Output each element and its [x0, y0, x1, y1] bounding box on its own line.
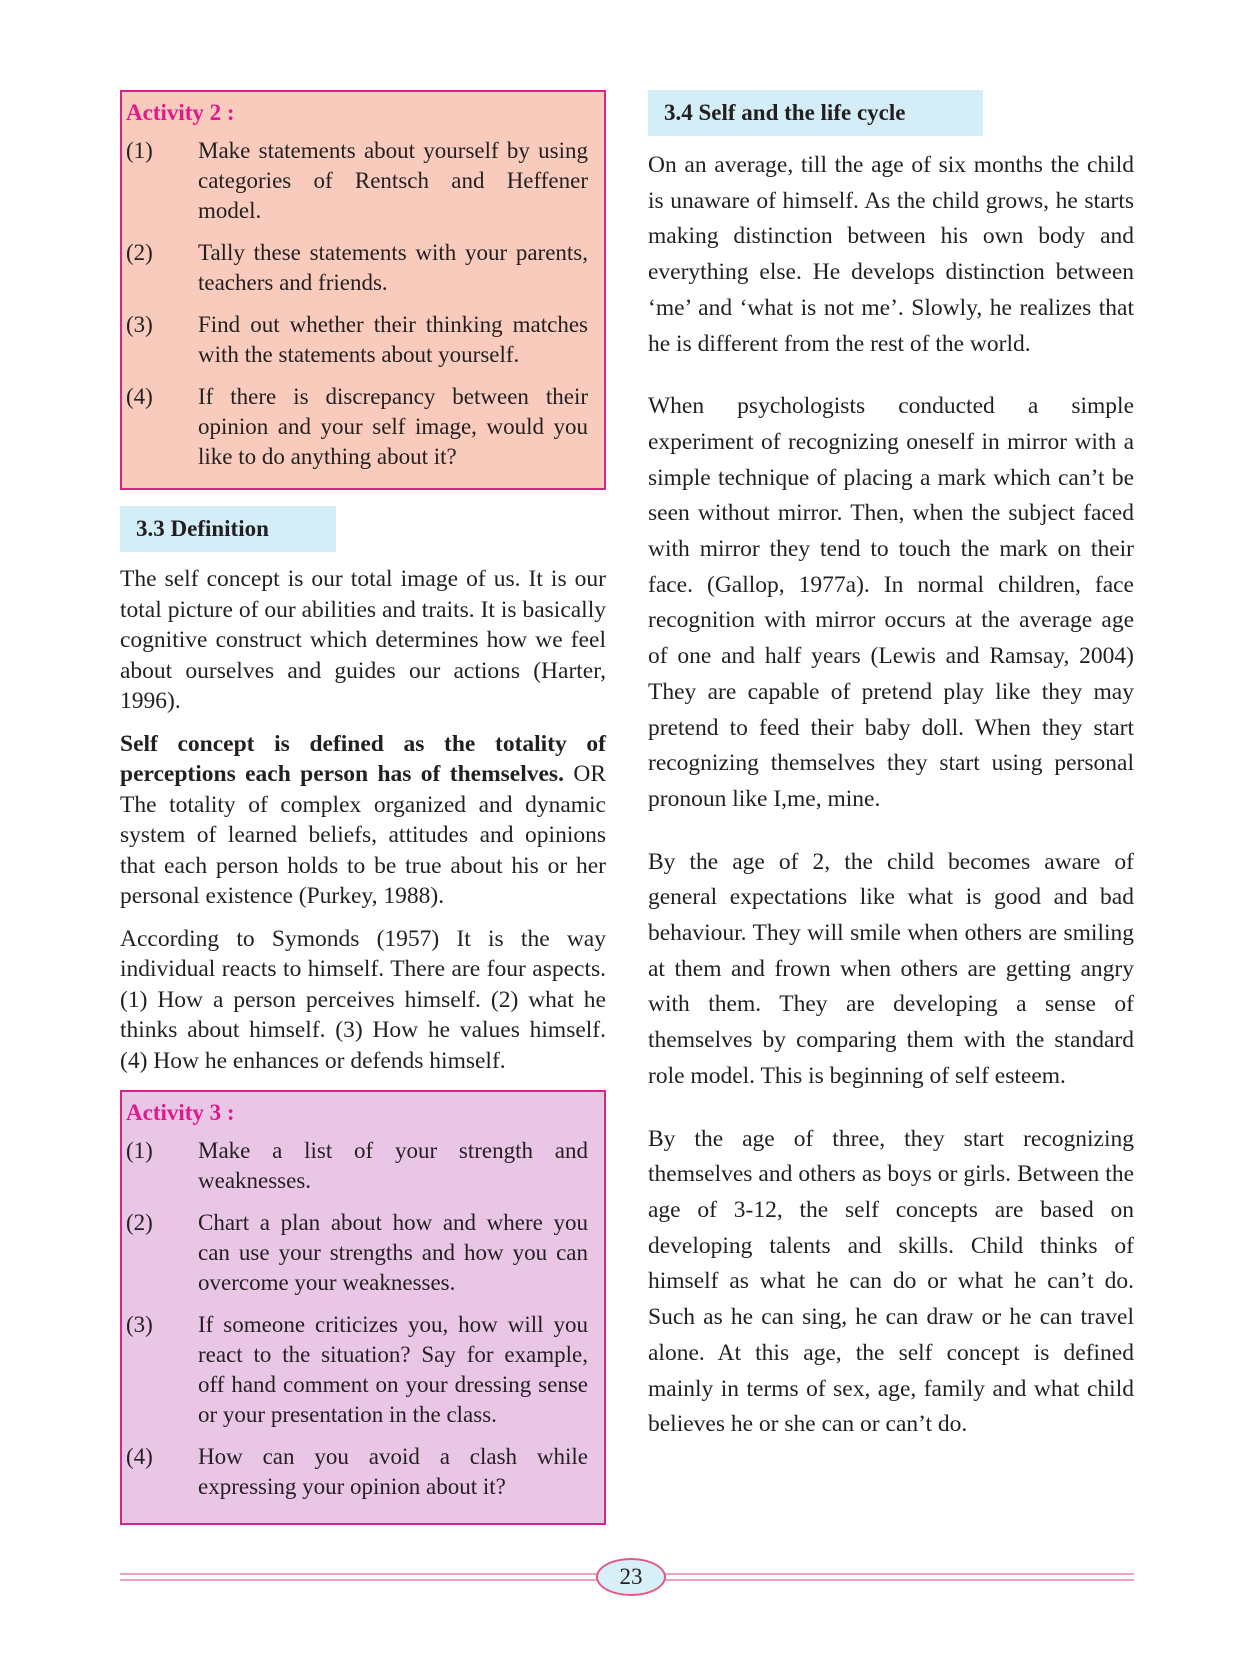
item-text: If there is discrepancy between their opinion and your self image, would you like to do anything about it? [198, 384, 588, 469]
page-number: 23 [596, 1558, 666, 1596]
definition-paragraph-2 [120, 729, 606, 912]
item-text: Find out whether their thinking matches with the statements about yourself. [198, 312, 588, 367]
item-text: Tally these statements with your parents, teachers and friends. [198, 240, 588, 295]
activity-2-box [120, 90, 606, 490]
left-column [120, 90, 606, 1525]
section-heading-definition: 3.3 Definition [120, 506, 336, 552]
activity-item [126, 382, 588, 472]
definition-rest-text: OR The totality of complex organized and dynamic system of learned beliefs, attitudes and opinions that each person holds to be true about his or her personal existence (Purkey, 1988). [120, 761, 606, 909]
activity-item [126, 1208, 588, 1298]
item-number: (4) [126, 1444, 153, 1469]
definition-bold-text: Self concept is defined as the totality of perceptions each person has of themselves. [120, 730, 606, 787]
life-cycle-paragraph-2: When psychologists conducted a simple experiment of recognizing oneself in mirror with a simple technique of placing a mark which can’t be seen without mirror. Then, when the subject faced with mirror they tend to touch the mark on their face. (Gallop, 1977a). In normal children, face recognition with mirror occurs at the average age of one and half years (Lewis and Ramsay, 2004) They are capable of pretend play like they may pretend to feed their baby doll. When they start recognizing themselves they start using personal pronoun like I,me, mine. [648, 393, 1134, 812]
item-number: (2) [126, 1210, 153, 1235]
life-cycle-paragraph-3: By the age of 2, the child becomes aware of general expectations like what is good and bad behaviour. They will smile when others are smiling at them and frown when others are getting angry with them. They are developing a sense of themselves by comparing them with the standard role model. This is beginning of self esteem. [648, 848, 1134, 1089]
item-number: (3) [126, 1312, 153, 1337]
item-text: How can you avoid a clash while expressing your opinion about it? [198, 1444, 588, 1499]
activity-item [126, 310, 588, 370]
definition-paragraph-1: The self concept is our total image of us. It is our total picture of our abilities and traits. It is basically cognitive construct which determines how we feel about ourselves and guides our actions (Harter, 1996). [120, 566, 606, 714]
right-column [648, 90, 1134, 1443]
item-text: Make a list of your strength and weaknesses. [198, 1138, 588, 1193]
item-text: Chart a plan about how and where you can use your strengths and how you can overcome your weaknesses. [198, 1210, 588, 1295]
activity-item [126, 1442, 588, 1502]
life-cycle-paragraph-1: On an average, till the age of six months the child is unaware of himself. As the child grows, he starts making distinction between his own body and everything else. He develops distinction between ‘me’ and ‘what is not me’. Slowly, he realizes that he is different from the rest of the world. [648, 152, 1134, 357]
item-number: (1) [126, 1138, 153, 1163]
item-number: (3) [126, 312, 153, 337]
activity-item [126, 238, 588, 298]
item-text: Make statements about yourself by using categories of Rentsch and Heffener model. [198, 138, 588, 223]
section-heading-life-cycle: 3.4 Self and the life cycle [648, 90, 983, 136]
activity-item [126, 1310, 588, 1430]
activity-3-title: Activity 3 : [126, 1100, 235, 1125]
item-text: If someone criticizes you, how will you react to the situation? Say for example, off hand comment on your dressing sense or your presentation in the class. [198, 1312, 588, 1427]
item-number: (4) [126, 384, 153, 409]
life-cycle-paragraph-4: By the age of three, they start recognizing themselves and others as boys or girls. Between the age of 3-12, the self concepts are based on developing talents and skills. Child thinks of himself as what he can do or what he can’t do. Such as he can sing, he can draw or he can travel alone. At this age, the self concept is defined mainly in terms of sex, age, family and what child believes he or she can or can’t do. [648, 1125, 1134, 1438]
activity-item [126, 1136, 588, 1196]
item-number: (1) [126, 138, 153, 163]
activity-3-box [120, 1090, 606, 1525]
activity-item [126, 136, 588, 226]
item-number: (2) [126, 240, 153, 265]
definition-paragraph-3: According to Symonds (1957) It is the way individual reacts to himself. There are four aspects. (1) How a person perceives himself. (2) what he thinks about himself. (3) How he values himself. (4) How he enhances or defends himself. [120, 925, 606, 1074]
activity-2-title: Activity 2 : [126, 100, 235, 125]
